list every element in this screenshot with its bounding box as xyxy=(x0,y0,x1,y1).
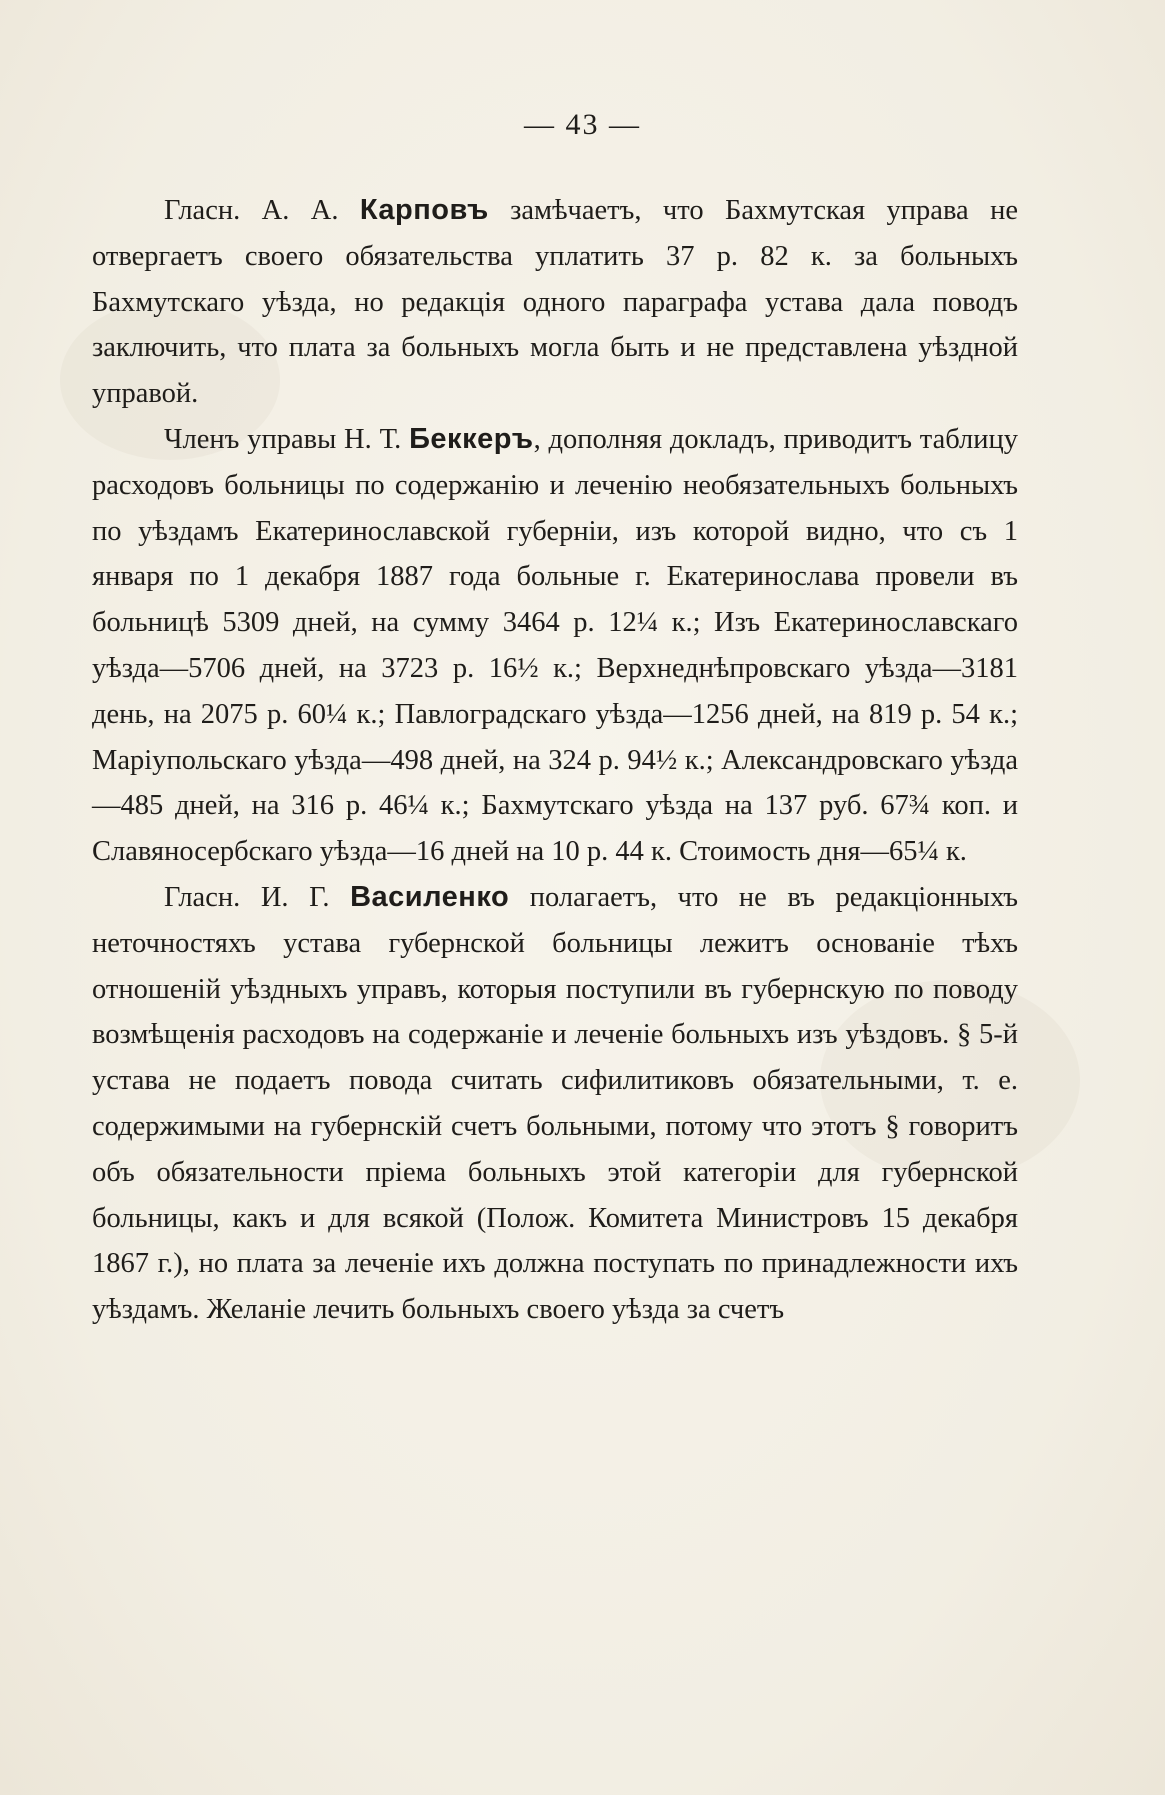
speaker-name: Беккеръ xyxy=(409,422,534,455)
paragraph xyxy=(92,188,1018,417)
body-text xyxy=(92,188,1018,1333)
paragraph-lead: Членъ управы Н. Т. xyxy=(164,423,410,455)
page-number: — 43 — xyxy=(524,108,641,141)
paragraph-lead: Гласн. И. Г. xyxy=(164,881,351,913)
speaker-name: Василенко xyxy=(350,880,510,913)
paragraph-text: полагаетъ, что не въ редакціонныхъ неточностяхъ устава губернской больницы лежитъ основаніе тѣхъ отношеній уѣздныхъ управъ, которыя поступили въ губернскую по поводу возмѣщенія расходовъ на содержаніе и леченіе больныхъ изъ уѣздовъ. § 5-й устава не подаетъ повода считать сифилитиковъ обязательными, т. е. содержимыми на губернскій счетъ больными, потому что этотъ § говоритъ объ обязательности пріема больныхъ этой категоріи для губернской больницы, какъ и для всякой (Полож. Комитета Министровъ 15 декабря 1867 г.), но плата за леченіе ихъ должна поступать по принадлежности ихъ уѣздамъ. Желаніе лечить больныхъ своего уѣзда за счетъ xyxy=(92,881,1018,1326)
paragraph-text: , дополняя докладъ, приводитъ таблицу расходовъ больницы по содержанію и леченію необязательныхъ больныхъ по уѣздамъ Екатеринославской губерніи, изъ которой видно, что съ 1 января по 1 декабря 1887 года больные г. Екатеринослава провели въ больницѣ 5309 дней, на сумму 3464 р. 12¼ к.; Изъ Екатеринославскаго уѣзда—5706 дней, на 3723 р. 16½ к.; Верхнеднѣпровскаго уѣзда—3181 день, на 2075 р. 60¼ к.; Павлоградскаго уѣзда—1256 дней, на 819 р. 54 к.; Маріупольскаго уѣзда—498 дней, на 324 р. 94½ к.; Александровскаго уѣзда—485 дней, на 316 р. 46¼ к.; Бахмутскаго уѣзда на 137 руб. 67¾ коп. и Славяносербскаго уѣзда—16 дней на 10 р. 44 к. Стоимость дня—65¼ к. xyxy=(92,423,1018,868)
paragraph xyxy=(92,417,1018,875)
paragraph-text: замѣчаетъ, что Бахмутская управа не отвергаетъ своего обязательства уплатить 37 р. 82 к. за больныхъ Бахмутскаго уѣзда, но редакція одного параграфа устава дала поводъ заключить, что плата за больныхъ могла быть и не представлена уѣздной управой. xyxy=(92,195,1018,410)
paragraph xyxy=(92,875,1018,1333)
speaker-name: Карповъ xyxy=(359,194,489,226)
paragraph-lead: Гласн. А. А. xyxy=(164,195,360,226)
